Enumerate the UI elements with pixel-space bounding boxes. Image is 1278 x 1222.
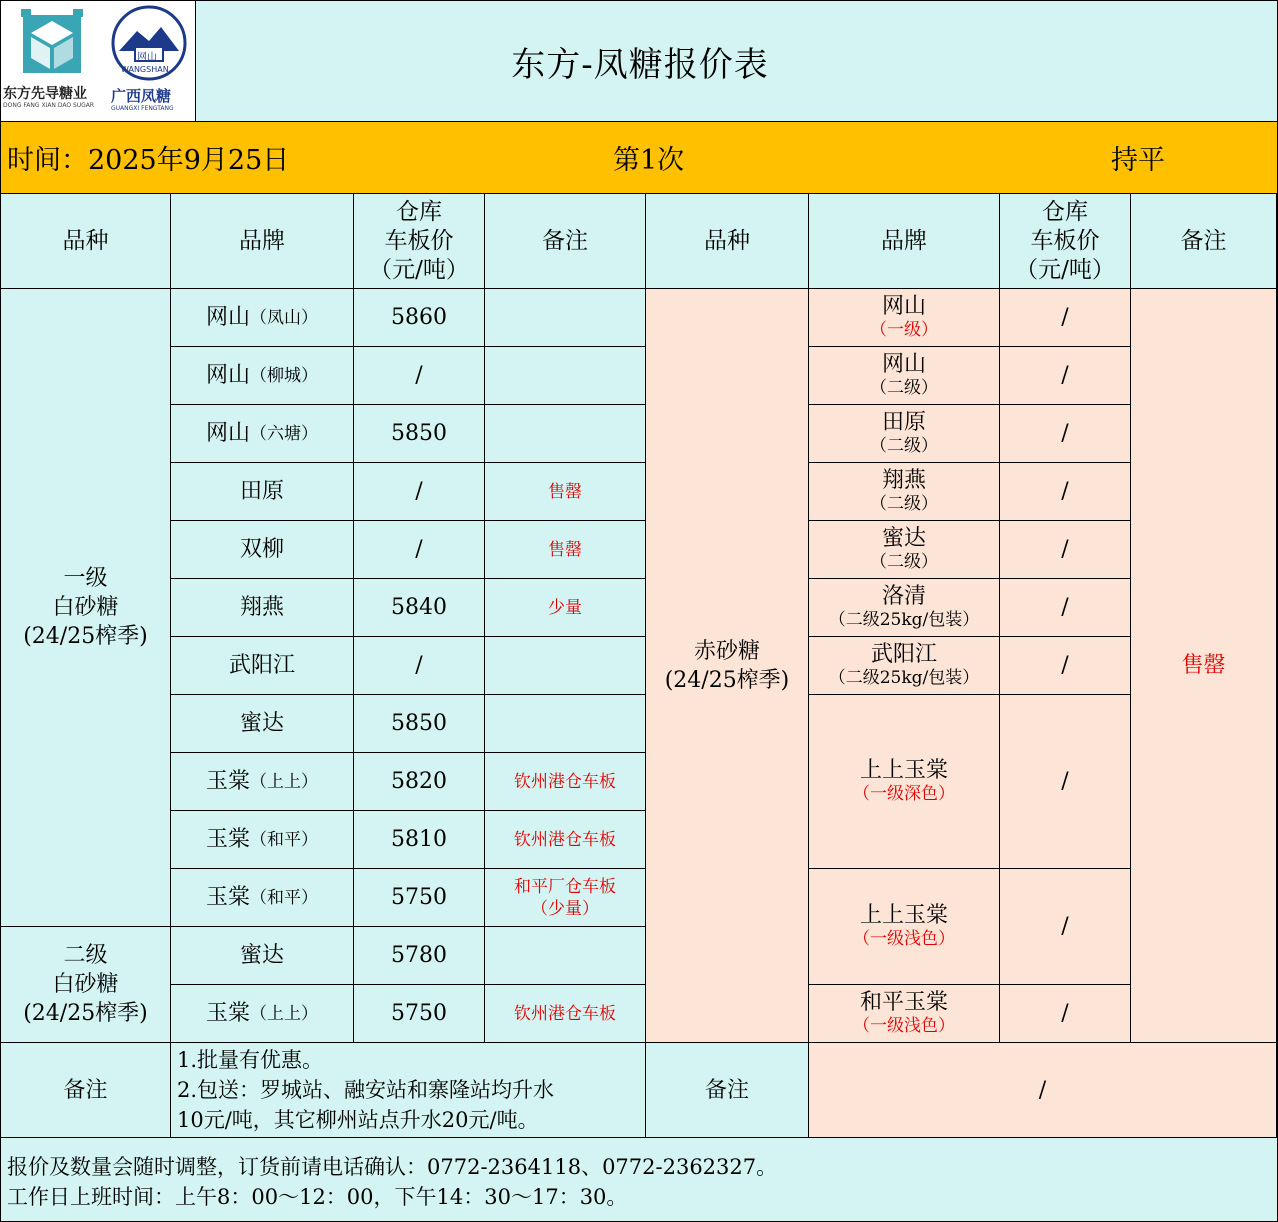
remark-cell [485, 579, 646, 637]
notes-label: 备注 [1, 1043, 171, 1138]
brand-origin: （和平） [250, 829, 318, 850]
header-price-line3: （元/吨） [369, 256, 469, 283]
brand-cell [171, 405, 354, 463]
remark-cell [485, 521, 646, 579]
brand-cell-right [809, 347, 1000, 405]
brand-origin: （柳城） [250, 365, 318, 386]
remark-cell [485, 927, 646, 985]
remark-cell [485, 695, 646, 753]
remark-cell [485, 347, 646, 405]
quote-date: 时间：2025年9月25日 [7, 145, 290, 176]
remark-cell [485, 463, 646, 521]
brand-cell [171, 463, 354, 521]
brand-name: 翔燕 [881, 468, 926, 493]
brand-origin: （和平） [250, 887, 318, 908]
header-price-line3: （元/吨） [1015, 256, 1115, 283]
brand-grade: （二级） [870, 436, 938, 456]
quote-round: 第1次 [613, 145, 685, 176]
price-trend: 持平 [1111, 145, 1165, 176]
brand-name: 网山 [205, 305, 250, 330]
remark-text: 和平厂仓车板 [514, 876, 616, 897]
remark-text: 售罄 [548, 539, 582, 560]
variety-grade1-white [1, 289, 171, 927]
brand-origin: （上上） [250, 771, 318, 792]
brand-cell-right [809, 289, 1000, 347]
note-line: 1.批量有优惠。 [177, 1048, 324, 1072]
remark-text: 钦州港仓车板 [514, 829, 616, 850]
dongfang-cn-text: 东方先导糖业 [3, 86, 87, 102]
remark-cell [485, 405, 646, 463]
price-cell: 5810 [354, 811, 485, 869]
header-brand-left: 品牌 [171, 194, 354, 289]
brand-name: 上上玉棠 [859, 903, 948, 928]
variety-line: (24/25榨季) [664, 667, 790, 693]
brand-name: 网山 [881, 294, 926, 319]
page-title: 东方-凤糖报价表 [511, 44, 769, 85]
price-cell-right: / [1000, 521, 1131, 579]
brand-grade: （二级） [870, 378, 938, 398]
remark-cell [485, 985, 646, 1043]
notes-label-right: 备注 [646, 1043, 809, 1138]
remark-text: 钦州港仓车板 [514, 771, 616, 792]
remark-text: 少量 [548, 597, 582, 618]
brand-name: 和平玉棠 [859, 990, 948, 1015]
brand-cell-right [809, 405, 1000, 463]
variety-line: 赤砂糖 [693, 638, 760, 664]
header-price-line2: 车板价 [1030, 227, 1100, 254]
brand-grade: （一级深色） [853, 784, 955, 804]
brand-name: 玉棠 [205, 1001, 250, 1026]
brand-name: 玉棠 [205, 827, 250, 852]
brand-grade: （二级） [870, 494, 938, 514]
brand-cell [171, 811, 354, 869]
brand-name: 玉棠 [205, 885, 250, 910]
footer-line: 报价及数量会随时调整，订货前请电话确认：0772-2364118、0772-2362327。 [7, 1155, 778, 1179]
price-cell: 5860 [354, 289, 485, 347]
price-cell: 5850 [354, 405, 485, 463]
header-brand-right: 品牌 [809, 194, 1000, 289]
brand-cell [171, 289, 354, 347]
brand-name: 蜜达 [881, 526, 926, 551]
brand-name: 田原 [239, 479, 284, 504]
brand-name: 蜜达 [239, 711, 284, 736]
remark-cell [485, 753, 646, 811]
price-cell-right: / [1000, 985, 1131, 1043]
header-remark-left: 备注 [485, 194, 646, 289]
variety-line: 白砂糖 [52, 595, 119, 620]
info-bar [1, 121, 1277, 194]
brand-cell-right [809, 695, 1000, 869]
price-cell-right: / [1000, 695, 1131, 869]
header-price-line1: 仓库 [1042, 198, 1088, 225]
dongfang-en-text: DONG FANG XIAN DAO SUGAR [3, 102, 95, 109]
brand-name: 玉棠 [205, 769, 250, 794]
price-cell: 5750 [354, 869, 485, 927]
price-cell-right: / [1000, 869, 1131, 985]
price-cell-right: / [1000, 347, 1131, 405]
brand-origin: （六塘） [250, 423, 318, 444]
brand-cell [171, 695, 354, 753]
price-cell: 5750 [354, 985, 485, 1043]
brand-name: 蜜达 [239, 943, 284, 968]
price-cell: / [354, 463, 485, 521]
brand-origin: （凤山） [250, 307, 318, 328]
brand-grade: （一级浅色） [853, 929, 955, 949]
remark-text: 钦州港仓车板 [514, 1003, 616, 1024]
brand-cell-right [809, 637, 1000, 695]
brand-name: 武阳江 [228, 653, 295, 678]
brand-name: 田原 [881, 410, 926, 435]
brand-cell [171, 869, 354, 927]
price-cell: 5850 [354, 695, 485, 753]
wangshan-en-text: WANGSHAN [121, 65, 169, 74]
header-variety-left: 品种 [1, 194, 171, 289]
notes-value-right: / [809, 1043, 1277, 1138]
brand-grade: （二级25kg/包装） [828, 610, 980, 630]
header-variety-right: 品种 [646, 194, 809, 289]
note-line: 10元/吨，其它柳州站点升水20元/吨。 [177, 1108, 539, 1132]
brand-grade: （二级25kg/包装） [828, 668, 980, 688]
brand-name: 翔燕 [239, 595, 284, 620]
note-line: 2.包送：罗城站、融安站和寨隆站均升水 [177, 1078, 555, 1102]
brand-cell-right [809, 463, 1000, 521]
brand-cell-right [809, 869, 1000, 985]
brand-cell [171, 347, 354, 405]
fengtang-cn-text: 广西凤糖 [111, 87, 172, 105]
variety-line: (24/25榨季) [23, 1001, 148, 1026]
remark-text: （少量） [531, 898, 599, 919]
price-cell: 5780 [354, 927, 485, 985]
brand-name: 网山 [205, 363, 250, 388]
brand-cell [171, 579, 354, 637]
brand-cell-right [809, 521, 1000, 579]
brand-cell [171, 753, 354, 811]
logo-area [1, 1, 196, 121]
remark-cell [485, 869, 646, 927]
variety-grade2-white [1, 927, 171, 1043]
brand-cell-right [809, 579, 1000, 637]
brand-name: 洛清 [881, 584, 926, 609]
price-cell-right: / [1000, 463, 1131, 521]
brand-grade: （二级） [870, 552, 938, 572]
price-cell: / [354, 637, 485, 695]
price-cell-right: / [1000, 289, 1131, 347]
variety-line: 一级 [63, 566, 108, 591]
variety-line: (24/25榨季) [23, 624, 148, 649]
footer [1, 1137, 1277, 1221]
brand-name: 双柳 [239, 537, 284, 562]
header-price-right [1000, 194, 1131, 289]
wangshan-cn-text: 网山 [137, 52, 157, 63]
price-cell-right: / [1000, 637, 1131, 695]
brand-cell [171, 637, 354, 695]
footer-line: 工作日上班时间：上午8：00～12：00，下午14：30～17：30。 [7, 1185, 628, 1209]
brand-name: 上上玉棠 [859, 758, 948, 783]
price-cell: / [354, 521, 485, 579]
brand-cell [171, 521, 354, 579]
remark-cell [485, 811, 646, 869]
header-price-left [354, 194, 485, 289]
variety-line: 二级 [63, 943, 108, 968]
price-cell: / [354, 347, 485, 405]
remark-cell [485, 289, 646, 347]
brand-name: 网山 [205, 421, 250, 446]
variety-line: 白砂糖 [52, 972, 119, 997]
brand-name: 网山 [881, 352, 926, 377]
notes-content [171, 1043, 646, 1138]
header-remark-right: 备注 [1131, 194, 1277, 289]
brand-cell [171, 927, 354, 985]
header-price-line2: 车板价 [384, 227, 454, 254]
remark-cell [485, 637, 646, 695]
variety-brown-sugar [646, 289, 809, 1043]
fengtang-en-text: GUANGXI FENGTANG [111, 105, 174, 112]
price-cell-right: / [1000, 579, 1131, 637]
brand-cell-right [809, 985, 1000, 1043]
price-cell: 5820 [354, 753, 485, 811]
header-price-line1: 仓库 [396, 198, 442, 225]
brand-grade: （一级浅色） [853, 1016, 955, 1036]
brand-name: 武阳江 [870, 642, 937, 667]
price-cell: 5840 [354, 579, 485, 637]
brand-origin: （上上） [250, 1003, 318, 1024]
price-cell-right: / [1000, 405, 1131, 463]
remark-text: 售罄 [548, 481, 582, 502]
right-remark-sold-out: 售罄 [1131, 289, 1277, 1043]
brand-grade: （一级） [870, 320, 938, 340]
brand-cell [171, 985, 354, 1043]
